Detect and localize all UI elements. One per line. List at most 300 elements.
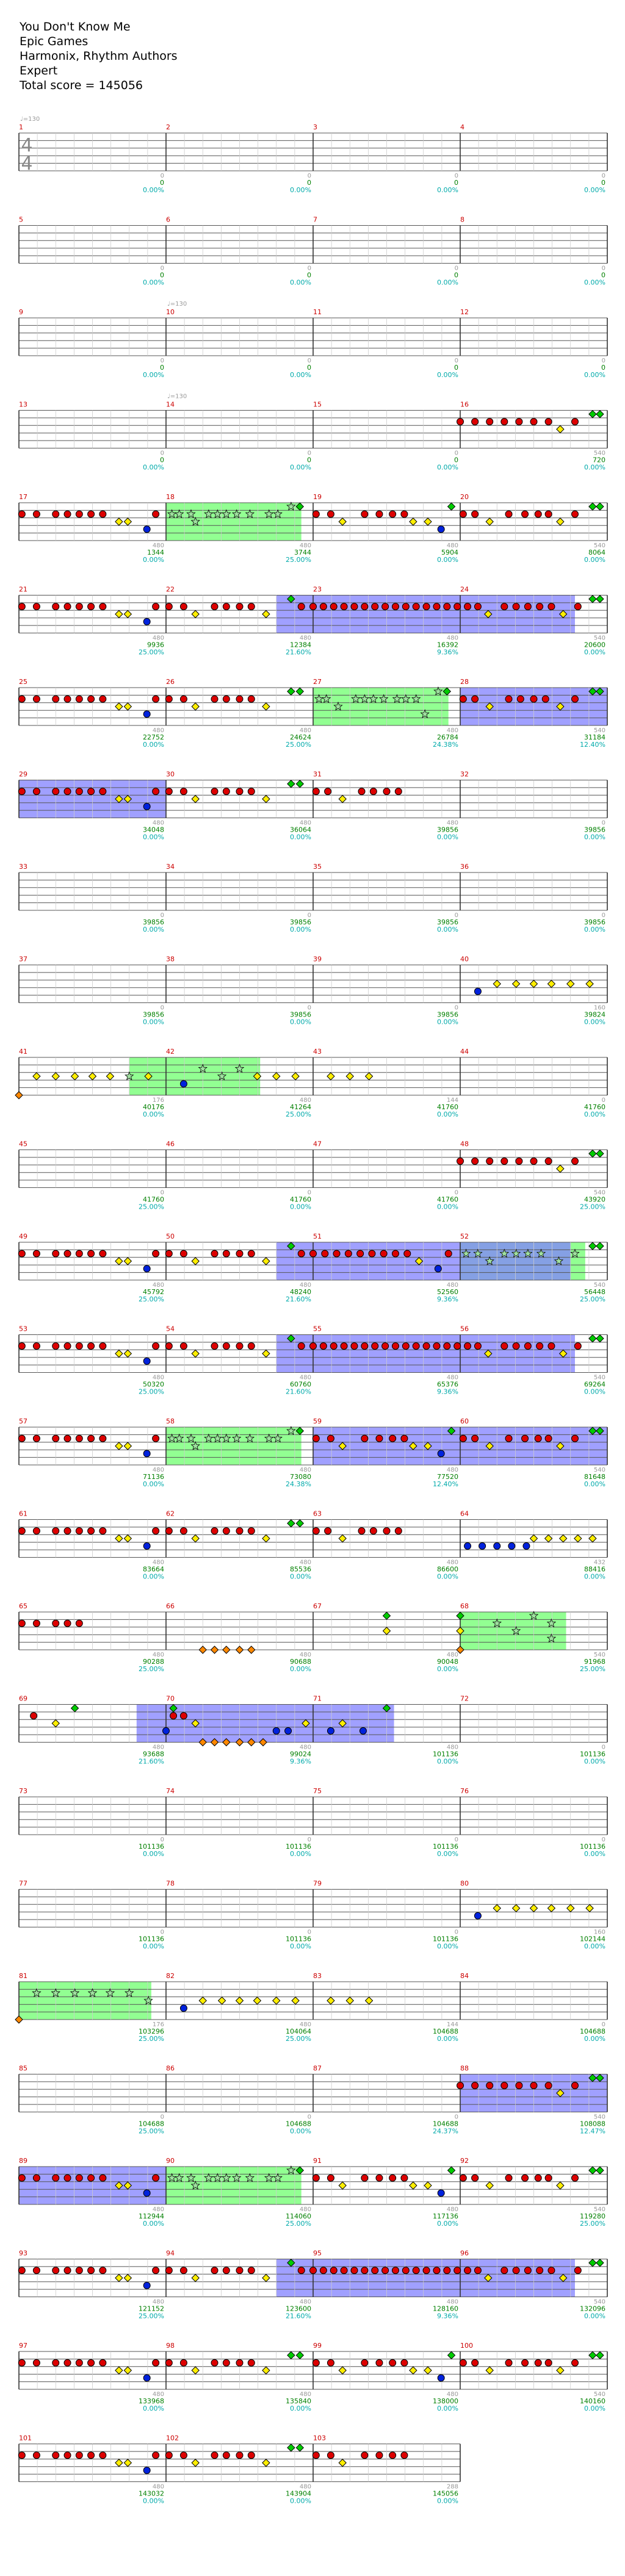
staff-row: [19, 1787, 607, 1858]
measure-number: 68: [460, 1602, 469, 1610]
drum-note: [64, 1528, 71, 1534]
measure-gain: 0: [454, 1837, 458, 1843]
drum-note: [464, 1542, 471, 1549]
measure-number: 15: [313, 400, 322, 409]
drum-note: [454, 2267, 461, 2274]
drum-note: [64, 1343, 71, 1350]
measure-gain: 0: [601, 1837, 605, 1843]
measure-score: 39856: [437, 826, 458, 834]
drum-note: [18, 788, 25, 795]
measure-multiplier: 0.00%: [437, 278, 458, 287]
measure-gain: 0: [307, 1189, 311, 1196]
measure-score: 31184: [584, 733, 605, 741]
measure-multiplier: 0.00%: [290, 1018, 311, 1026]
drum-note: [472, 419, 479, 425]
drum-note: [472, 511, 479, 517]
drum-note: [486, 419, 493, 425]
measure-number: 51: [313, 1232, 322, 1240]
drum-note: [18, 2267, 25, 2274]
measure-score: 43920: [584, 1195, 605, 1204]
measure-multiplier: 0.00%: [290, 186, 311, 194]
measure-score: 0: [454, 456, 458, 464]
measure-number: 59: [313, 1417, 322, 1425]
drum-note: [383, 1528, 390, 1534]
measure-score: 36064: [290, 826, 311, 834]
cymbal-note: [589, 1535, 596, 1542]
measure-score: 20600: [584, 641, 605, 649]
drum-note: [180, 1081, 187, 1087]
staff-row: [15, 1972, 607, 2043]
measure-score: 0: [454, 364, 458, 372]
cymbal-note: [124, 1257, 131, 1265]
drum-note: [88, 603, 95, 610]
drum-note: [76, 1435, 82, 1442]
drum-note: [143, 1450, 150, 1457]
drum-note: [236, 2267, 243, 2274]
drum-note: [312, 1435, 319, 1442]
measure-number: 7: [313, 215, 317, 224]
measure-number: 29: [19, 770, 27, 779]
drum-note: [223, 788, 229, 795]
cymbal-note: [545, 1535, 552, 1542]
measure-score: 45792: [143, 1288, 164, 1296]
measure-score: 101136: [286, 1935, 311, 1943]
cymbal-note: [115, 2367, 123, 2374]
drum-note: [76, 1250, 82, 1257]
drum-note: [516, 419, 522, 425]
drum-note: [508, 1542, 515, 1549]
cymbal-note: [71, 1705, 79, 1712]
drum-note: [211, 788, 218, 795]
measure-multiplier: 0.00%: [584, 1757, 605, 1766]
drum-note: [312, 2175, 319, 2181]
measure-multiplier: 0.00%: [584, 2035, 605, 2043]
measure-multiplier: 0.00%: [437, 2497, 458, 2505]
measure-number: 31: [313, 770, 322, 779]
cymbal-note: [262, 1350, 270, 1358]
measure-gain: 480: [299, 1744, 311, 1751]
measure-number: 98: [166, 2342, 175, 2350]
measure-number: 11: [313, 308, 322, 316]
measure-multiplier: 0.00%: [584, 1480, 605, 1488]
drum-note: [330, 2267, 337, 2274]
measure-multiplier: 25.00%: [139, 1295, 164, 1303]
drum-note: [545, 1158, 552, 1165]
cymbal-note: [586, 1905, 593, 1912]
drum-note: [223, 1250, 229, 1257]
star-power-region: [166, 1427, 302, 1465]
cymbal-note: [262, 703, 270, 710]
measure-multiplier: 9.36%: [437, 648, 458, 657]
measure-number: 91: [313, 2157, 322, 2165]
measure-score: 16392: [437, 641, 458, 649]
cymbal-note: [296, 1520, 303, 1527]
measure-multiplier: 0.00%: [437, 1203, 458, 1211]
measure-score: 77520: [437, 1473, 458, 1481]
measure-gain: 480: [299, 727, 311, 734]
drum-note: [64, 511, 71, 517]
drum-note: [33, 2175, 40, 2181]
drum-note: [236, 696, 243, 702]
drum-note: [401, 2359, 408, 2366]
measure-number: 24: [460, 585, 469, 594]
drum-note: [359, 1727, 366, 1734]
drum-note: [165, 603, 172, 610]
measure-score: 22752: [143, 733, 164, 741]
measure-multiplier: 0.00%: [290, 371, 311, 379]
staff-row: [18, 1602, 607, 1673]
measure-gain: 0: [601, 819, 605, 827]
measure-score: 90048: [437, 1658, 458, 1666]
measure-number: 103: [313, 2434, 326, 2442]
drum-note: [52, 696, 59, 702]
drum-note: [76, 2267, 82, 2274]
measure-score: 90688: [290, 1658, 311, 1666]
drum-note: [472, 2175, 479, 2181]
drum-note: [88, 1250, 95, 1257]
measure-number: 77: [19, 1879, 27, 1888]
cymbal-note: [589, 503, 596, 510]
measure-gain: 0: [601, 358, 605, 364]
measure-number: 89: [19, 2157, 27, 2165]
measure-number: 75: [313, 1787, 322, 1795]
drum-note: [535, 511, 541, 517]
cymbal-note: [115, 1442, 123, 1450]
measure-number: 47: [313, 1140, 322, 1148]
staff-row: [19, 2065, 607, 2135]
drum-note: [52, 1435, 59, 1442]
cymbal-note: [219, 1997, 226, 2004]
drum-note: [223, 603, 229, 610]
measure-number: 60: [460, 1417, 469, 1425]
drum-note: [18, 1528, 25, 1534]
measure-number: 95: [313, 2249, 322, 2258]
measure-gain: 480: [299, 2391, 311, 2398]
drum-note: [310, 2267, 317, 2274]
drum-note: [211, 696, 218, 702]
measure-score: 73080: [290, 1473, 311, 1481]
drum-note: [298, 603, 305, 610]
measure-multiplier: 0.00%: [143, 463, 164, 472]
drum-note: [153, 1250, 159, 1257]
staff-row: [18, 1510, 607, 1581]
measure-number: 84: [460, 1972, 469, 1980]
measure-score: 117136: [433, 2212, 458, 2220]
cymbal-note: [115, 2275, 123, 2282]
drum-note: [571, 1158, 578, 1165]
measure-multiplier: 0.00%: [437, 926, 458, 934]
measure-multiplier: 0.00%: [437, 833, 458, 841]
measure-gain: 0: [160, 1189, 164, 1196]
cymbal-note: [292, 1073, 299, 1080]
measure-score: 39856: [437, 918, 458, 926]
drum-note: [211, 2452, 218, 2459]
measure-score: 41264: [290, 1103, 311, 1111]
measure-multiplier: 0.00%: [290, 1942, 311, 1951]
cymbal-note: [296, 2351, 303, 2359]
drum-note: [474, 988, 481, 995]
measure-gain: 0: [307, 265, 311, 272]
measure-gain: 540: [593, 1467, 605, 1473]
measure-number: 36: [460, 863, 469, 871]
measure-number: 45: [19, 1140, 27, 1148]
cymbal-note: [287, 2444, 295, 2452]
cymbal-note: [339, 1535, 346, 1542]
overdrive-region: [276, 1335, 575, 1373]
drum-note: [574, 1343, 581, 1350]
measure-number: 55: [313, 1325, 322, 1333]
staff-row: [18, 2434, 460, 2505]
cymbal-note: [486, 518, 493, 525]
measure-number: 19: [313, 493, 322, 501]
measure-gain: 480: [299, 542, 311, 549]
drum-note: [165, 2359, 172, 2366]
drum-note: [522, 1435, 529, 1442]
drum-note: [88, 2452, 95, 2459]
measure-multiplier: 0.00%: [584, 371, 605, 379]
measure-multiplier: 0.00%: [437, 1850, 458, 1858]
drum-note: [153, 2452, 159, 2459]
measure-multiplier: 0.00%: [143, 1110, 164, 1118]
measure-gain: 0: [454, 2114, 458, 2121]
drum-note: [361, 603, 368, 610]
measure-multiplier: 0.00%: [143, 556, 164, 564]
cymbal-note: [547, 1905, 555, 1912]
drum-note: [64, 2267, 71, 2274]
drum-note: [143, 618, 150, 625]
measure-number: 17: [19, 493, 27, 501]
cymbal-note: [346, 1073, 353, 1080]
cymbal-note: [589, 1150, 596, 1157]
drum-note: [530, 419, 537, 425]
cymbal-note: [448, 503, 455, 510]
drum-note: [357, 1250, 364, 1257]
drum-note: [165, 1250, 172, 1257]
measure-multiplier: 21.60%: [286, 2312, 311, 2320]
drum-note: [143, 2467, 150, 2473]
measure-score: 39856: [143, 918, 164, 926]
drum-note: [571, 1435, 578, 1442]
measure-gain: 480: [446, 542, 458, 549]
measure-gain: 480: [446, 2391, 458, 2398]
cymbal-note: [589, 2259, 596, 2267]
drum-note: [571, 511, 578, 517]
drum-note: [180, 696, 187, 702]
measure-number: 58: [166, 1417, 175, 1425]
drum-note: [248, 2267, 255, 2274]
measure-number: 69: [19, 1694, 27, 1703]
measure-gain: 480: [152, 1652, 164, 1658]
drum-note: [383, 788, 390, 795]
drum-note: [165, 788, 172, 795]
measure-score: 41760: [584, 1103, 605, 1111]
drum-note: [248, 2359, 255, 2366]
drum-note: [341, 603, 347, 610]
drum-note: [76, 2452, 82, 2459]
measure-score: 40176: [143, 1103, 164, 1111]
cymbal-note: [287, 2351, 295, 2359]
cymbal-note: [262, 2275, 270, 2282]
drum-note: [211, 1250, 218, 1257]
drum-note: [165, 2267, 172, 2274]
measure-gain: 0: [454, 912, 458, 919]
drum-note: [464, 603, 471, 610]
drum-note: [76, 2359, 82, 2366]
measure-score: 39856: [290, 1010, 311, 1019]
measure-number: 41: [19, 1048, 27, 1056]
drum-note: [52, 1528, 59, 1534]
drum-note: [370, 788, 377, 795]
drum-note: [298, 1343, 305, 1350]
time-signature-top: 4: [21, 135, 33, 156]
measure-score: 26784: [437, 733, 458, 741]
measure-multiplier: 9.36%: [437, 1295, 458, 1303]
drum-note: [460, 2359, 466, 2366]
cymbal-note: [296, 2444, 303, 2452]
cymbal-note: [115, 1535, 123, 1542]
cymbal-note: [586, 980, 593, 988]
staff-row: [19, 1140, 607, 1211]
measure-multiplier: 0.00%: [143, 2497, 164, 2505]
measure-multiplier: 25.00%: [286, 1110, 311, 1118]
cymbal-note: [339, 518, 346, 525]
measure-score: 39856: [290, 918, 311, 926]
cymbal-note: [339, 2459, 346, 2467]
measure-gain: 144: [446, 1097, 458, 1104]
drum-note: [517, 696, 524, 702]
measure-score: 135840: [286, 2397, 311, 2405]
drum-note: [513, 2267, 519, 2274]
measure-score: 101136: [139, 1843, 164, 1851]
cymbal-note: [589, 595, 596, 603]
measure-number: 88: [460, 2064, 469, 2073]
measure-score: 91968: [584, 1658, 605, 1666]
cymbal-note: [547, 980, 555, 988]
drum-note: [223, 696, 229, 702]
cymbal-note: [339, 796, 346, 803]
cymbal-note: [115, 1350, 123, 1358]
measure-multiplier: 25.00%: [286, 741, 311, 749]
drum-note: [99, 2452, 106, 2459]
drum-note: [312, 2452, 319, 2459]
drum-note: [64, 788, 71, 795]
measure-score: 88416: [584, 1565, 605, 1574]
measure-number: 21: [19, 585, 27, 594]
drum-note: [18, 2452, 25, 2459]
drum-note: [361, 2359, 368, 2366]
drum-note: [351, 1343, 358, 1350]
measure-gain: 480: [299, 819, 311, 827]
cymbal-note: [262, 1535, 270, 1542]
measure-number: 12: [460, 308, 469, 316]
cymbal-note: [486, 2367, 493, 2374]
drum-note: [76, 2175, 82, 2181]
overdrive-region: [276, 595, 575, 633]
drum-note: [33, 696, 40, 702]
measure-score: 5904: [441, 549, 458, 556]
drum-note: [312, 511, 319, 517]
drum-note: [143, 803, 150, 810]
measure-gain: 480: [152, 1282, 164, 1289]
cymbal-note: [71, 1073, 79, 1080]
drum-note: [248, 1528, 255, 1534]
drum-note: [376, 2175, 383, 2181]
measure-number: 49: [19, 1232, 27, 1240]
cymbal-note: [339, 2367, 346, 2374]
measure-number: 101: [19, 2434, 32, 2442]
drum-note: [345, 1250, 352, 1257]
time-signature-bottom: 4: [21, 153, 33, 174]
measure-number: 78: [166, 1879, 175, 1888]
measure-gain: 480: [152, 542, 164, 549]
drum-note: [99, 511, 106, 517]
measure-multiplier: 0.00%: [437, 2220, 458, 2228]
staff-row: [19, 123, 607, 194]
measure-number: 27: [313, 678, 322, 686]
drum-note: [389, 2175, 396, 2181]
measure-score: 83664: [143, 1565, 164, 1574]
measure-multiplier: 0.00%: [143, 371, 164, 379]
drum-note: [76, 1620, 82, 1627]
cymbal-note: [287, 780, 295, 788]
drum-note: [444, 603, 450, 610]
cymbal-note: [567, 1905, 574, 1912]
cymbal-note: [262, 2367, 270, 2374]
cymbal-note: [589, 1242, 596, 1250]
cymbal-note: [513, 980, 520, 988]
drum-note: [445, 1250, 452, 1257]
drum-note: [392, 1343, 399, 1350]
measure-gain: 540: [593, 1189, 605, 1196]
drum-note: [392, 603, 399, 610]
star-power-region: [460, 1612, 566, 1650]
total-score: Total score = 145056: [20, 79, 143, 92]
drum-note: [153, 603, 159, 610]
measure-multiplier: 25.00%: [286, 2220, 311, 2228]
drum-note: [389, 511, 396, 517]
drum-note: [180, 1528, 187, 1534]
cymbal-note: [383, 1627, 391, 1635]
measure-multiplier: 0.00%: [290, 833, 311, 841]
drum-note: [545, 511, 552, 517]
measure-score: 0: [307, 364, 311, 372]
drum-note: [423, 2267, 430, 2274]
measure-multiplier: 25.00%: [139, 2127, 164, 2135]
measure-number: 34: [166, 863, 175, 871]
measure-number: 30: [166, 770, 175, 779]
measure-multiplier: 25.00%: [139, 1387, 164, 1396]
measure-gain: 540: [593, 1374, 605, 1381]
drum-note: [180, 1713, 187, 1719]
measure-score: 101136: [433, 1750, 458, 1758]
drum-note: [165, 696, 172, 702]
drum-note: [153, 1435, 159, 1442]
measure-multiplier: 0.00%: [437, 1572, 458, 1581]
drum-note: [76, 511, 82, 517]
drum-note: [330, 1343, 337, 1350]
measure-score: 99024: [290, 1750, 311, 1758]
measure-score: 65376: [437, 1380, 458, 1389]
measure-gain: 540: [593, 450, 605, 457]
measure-multiplier: 0.00%: [437, 463, 458, 472]
measure-score: 34048: [143, 826, 164, 834]
drum-note: [99, 696, 106, 702]
drum-note: [548, 1343, 555, 1350]
drum-note: [236, 1528, 243, 1534]
drum-note: [88, 1435, 95, 1442]
measure-gain: 480: [446, 1744, 458, 1751]
cymbal-note: [596, 1242, 604, 1250]
